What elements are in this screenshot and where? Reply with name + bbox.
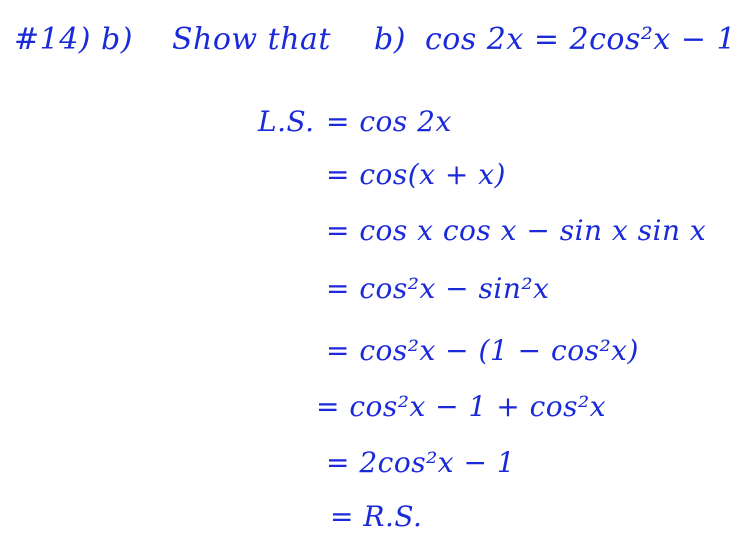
problem-instruction: Show that	[172, 22, 331, 57]
proof-step: = cos 2x	[326, 105, 452, 138]
problem-identity: cos 2x = 2cos²x − 1	[425, 22, 737, 57]
lhs-label: L.S.	[258, 105, 315, 138]
proof-step: = cos(x + x)	[326, 158, 506, 191]
proof-step: = 2cos²x − 1	[326, 446, 516, 479]
problem-label: #14) b)	[14, 22, 133, 57]
problem-part: b)	[374, 22, 406, 57]
proof-step: = cos x cos x − sin x sin x	[326, 214, 707, 247]
proof-step: = cos²x − sin²x	[326, 272, 550, 305]
proof-step: = R.S.	[330, 500, 423, 533]
proof-step: = cos²x − 1 + cos²x	[316, 390, 607, 423]
proof-step: = cos²x − (1 − cos²x)	[326, 334, 639, 367]
